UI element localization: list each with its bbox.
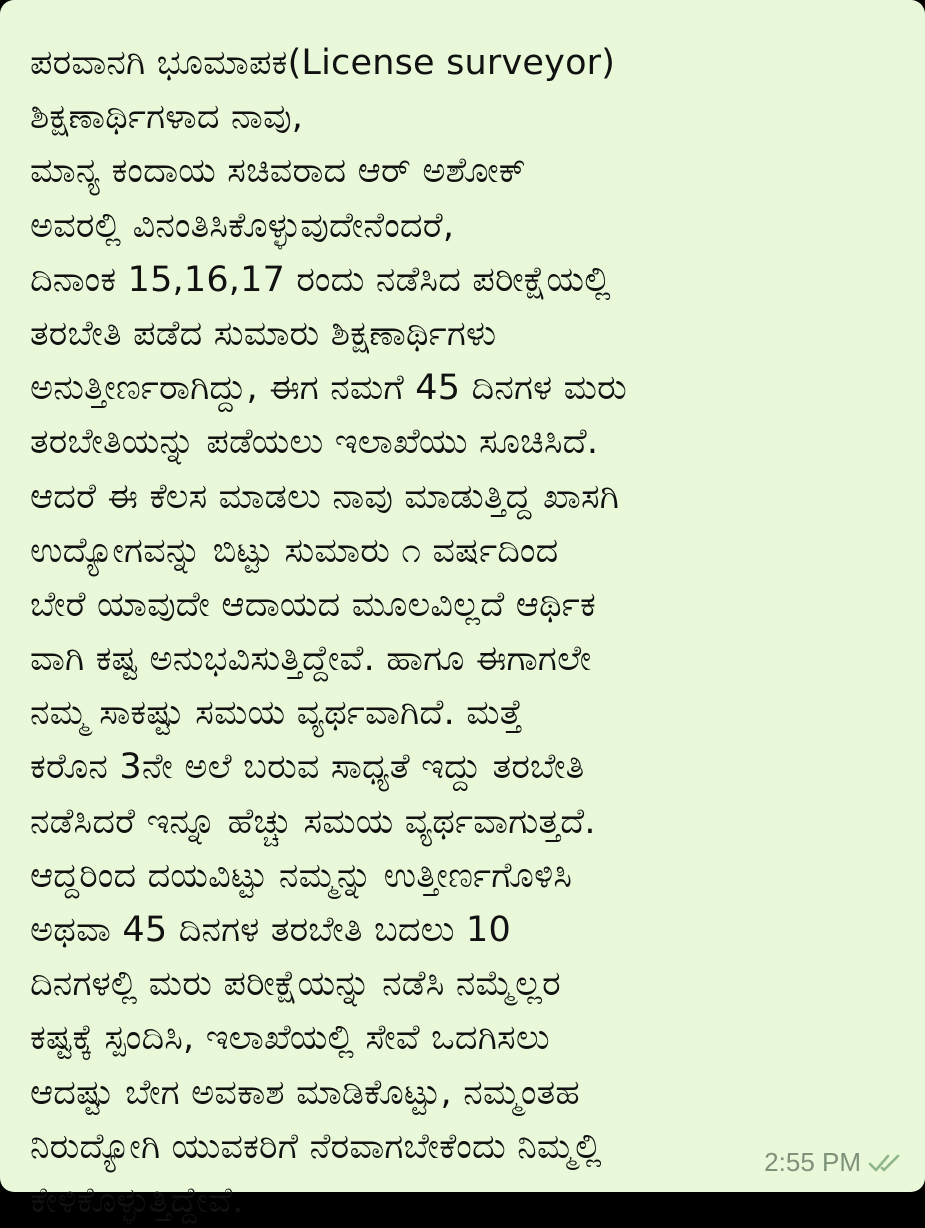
message-line: ದಿನಗಳಲ್ಲಿ ಮರು ಪರೀಕ್ಷೆಯನ್ನು ನಡೆಸಿ ನಮ್ಮೆಲ್ಲರ [30,964,561,1005]
message-line: ಶಿಕ್ಷಣಾರ್ಥಿಗಳಾದ ನಾವು, [30,97,304,138]
double-check-read-icon [867,1151,907,1175]
message-line: ಕೇಳಿಕೊಳ್ಳುತ್ತಿದ್ದೇವೆ. [30,1180,244,1221]
message-line: ವಾಗಿ ಕಷ್ಟ ಅನುಭವಿಸುತ್ತಿದ್ದೇವೆ. ಹಾಗೂ ಈಗಾಗಲೇ [30,639,592,680]
message-line: ಅವರಲ್ಲಿ ವಿನಂತಿಸಿಕೊಳ್ಳುವುದೇನೆಂದರೆ, [30,205,455,246]
message-line: ನಿರುದ್ಯೋಗಿ ಯುವಕರಿಗೆ ನೆರವಾಗಬೇಕೆಂದು ನಿಮ್ಮಲ್ಲಿ [30,1126,602,1167]
message-line: ಆದ್ದರಿಂದ ದಯವಿಟ್ಟು ನಮ್ಮನ್ನು ಉತ್ತೀರ್ಣಗೊಳಿಸಿ [30,855,573,896]
message-line: ನಡೆಸಿದರೆ ಇನ್ನೂ ಹೆಚ್ಚು ಸಮಯ ವ್ಯರ್ಥವಾಗುತ್ತದೆ. [30,801,596,842]
message-line: ಪರವಾನಗಿ ಭೂಮಾಪಕ(License surveyor) [30,43,616,83]
message-line: ಕಷ್ಟಕ್ಕೆ ಸ್ಪಂದಿಸಿ, ಇಲಾಖೆಯಲ್ಲಿ ಸೇವೆ ಒದಗಿಸಲು [30,1018,550,1059]
message-meta [764,1147,907,1178]
message-text [30,36,905,1228]
message-line: ನಮ್ಮ ಸಾಕಷ್ಟು ಸಮಯ ವ್ಯರ್ಥವಾಗಿದೆ. ಮತ್ತೆ [30,693,523,734]
message-timestamp: 2:55 PM [764,1147,861,1177]
message-line: ಅನುತ್ತೀರ್ಣರಾಗಿದ್ದು, ಈಗ ನಮಗೆ 45 ದಿನಗಳ ಮರು [30,368,627,409]
message-line: ದಿನಾಂಕ 15,16,17 ರಂದು ನಡೆಸಿದ ಪರೀಕ್ಷೆಯಲ್ಲಿ [30,259,611,300]
message-line: ಮಾನ್ಯ ಕಂದಾಯ ಸಚಿವರಾದ ಆರ್ ಅಶೋಕ್ [30,151,527,192]
message-line: ಬೇರೆ ಯಾವುದೇ ಆದಾಯದ ಮೂಲವಿಲ್ಲದೆ ಆರ್ಥಿಕ [30,584,596,625]
message-line: ತರಬೇತಿ ಪಡೆದ ಸುಮಾರು ಶಿಕ್ಷಣಾರ್ಥಿಗಳು [30,313,497,354]
message-line: ಆದಷ್ಟು ಬೇಗ ಅವಕಾಶ ಮಾಡಿಕೊಟ್ಟು, ನಮ್ಮಂತಹ [30,1072,580,1113]
message-line: ತರಬೇತಿಯನ್ನು ಪಡೆಯಲು ಇಲಾಖೆಯು ಸೂಚಿಸಿದೆ. [30,422,599,463]
message-line: ಆದರೆ ಈ ಕೆಲಸ ಮಾಡಲು ನಾವು ಮಾಡುತ್ತಿದ್ದ ಖಾಸಗಿ [30,476,620,517]
message-line: ಅಥವಾ 45 ದಿನಗಳ ತರಬೇತಿ ಬದಲು 10 [30,910,511,950]
message-line: ಉದ್ಯೋಗವನ್ನು ಬಿಟ್ಟು ಸುಮಾರು ೧ ವರ್ಷದಿಂದ [30,530,559,571]
message-line: ಕರೊನ 3ನೇ ಅಲೆ ಬರುವ ಸಾಧ್ಯತೆ ಇದ್ದು ತರಬೇತಿ [30,747,585,788]
